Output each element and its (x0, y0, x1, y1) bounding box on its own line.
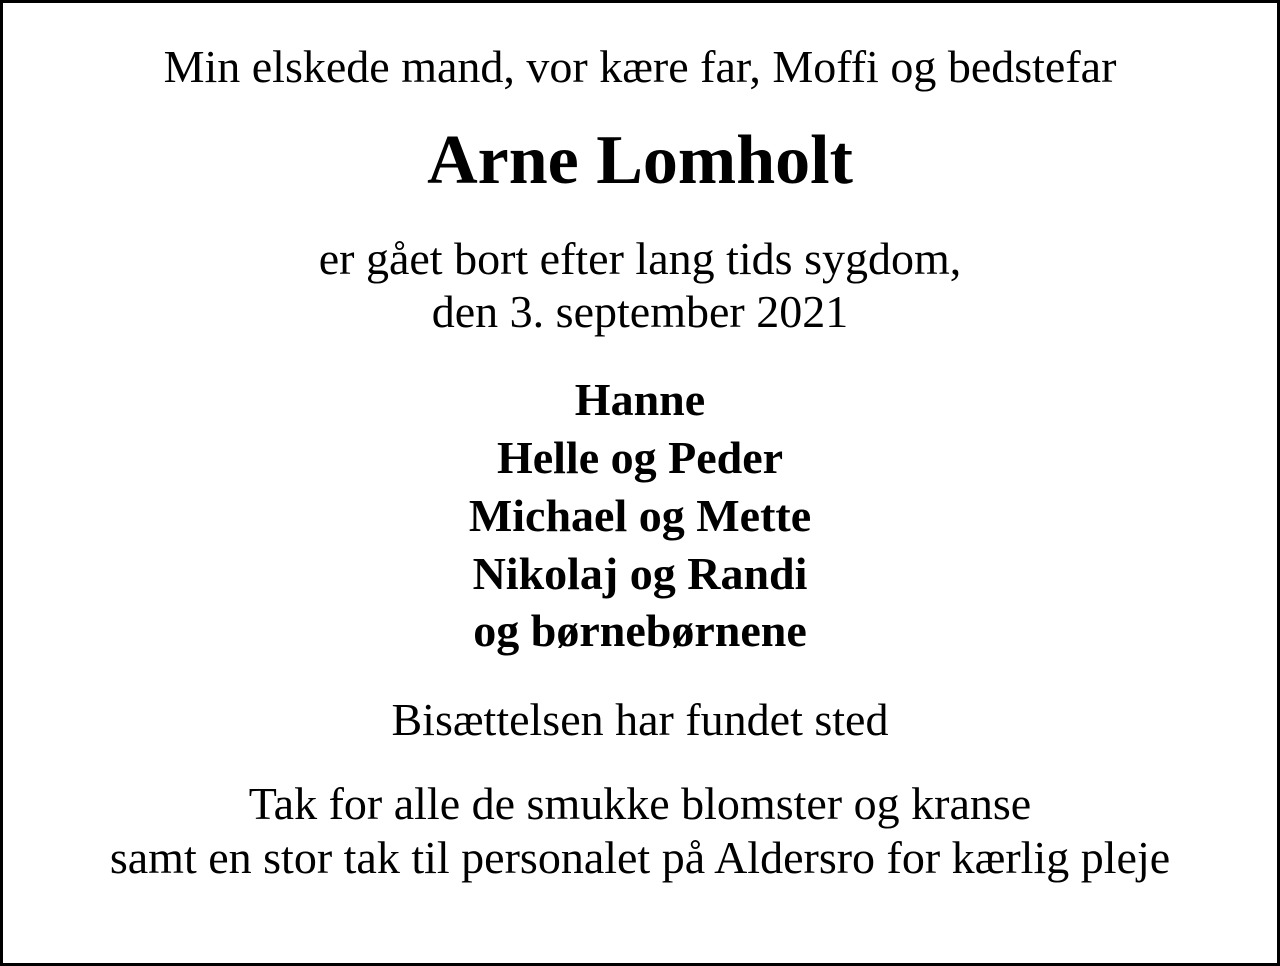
passing-line-2: den 3. september 2021 (431, 285, 849, 337)
passing-text (319, 233, 962, 339)
deceased-name: Arne Lomholt (427, 121, 853, 199)
passing-line-1: er gået bort efter lang tids sygdom, (318, 232, 962, 284)
family-line-2: Helle og Peder (496, 431, 784, 483)
thanks-line-1: Tak for alle de smukke blomster og kranse (248, 778, 1032, 830)
family-line-1: Hanne (574, 373, 706, 425)
thanks-text (110, 777, 1170, 885)
ceremony-line: Bisættelsen har fundet sted (391, 694, 889, 746)
thanks-line-2: samt en stor tak til personalet på Aldersro for kærlig pleje (109, 832, 1171, 884)
family-names (469, 371, 811, 661)
family-line-5: og børnebørnene (473, 605, 807, 657)
intro-line: Min elskede mand, vor kære far, Moffi og bedstefar (163, 41, 1117, 92)
family-line-4: Nikolaj og Randi (472, 547, 808, 599)
family-line-3: Michael og Mette (468, 489, 812, 541)
